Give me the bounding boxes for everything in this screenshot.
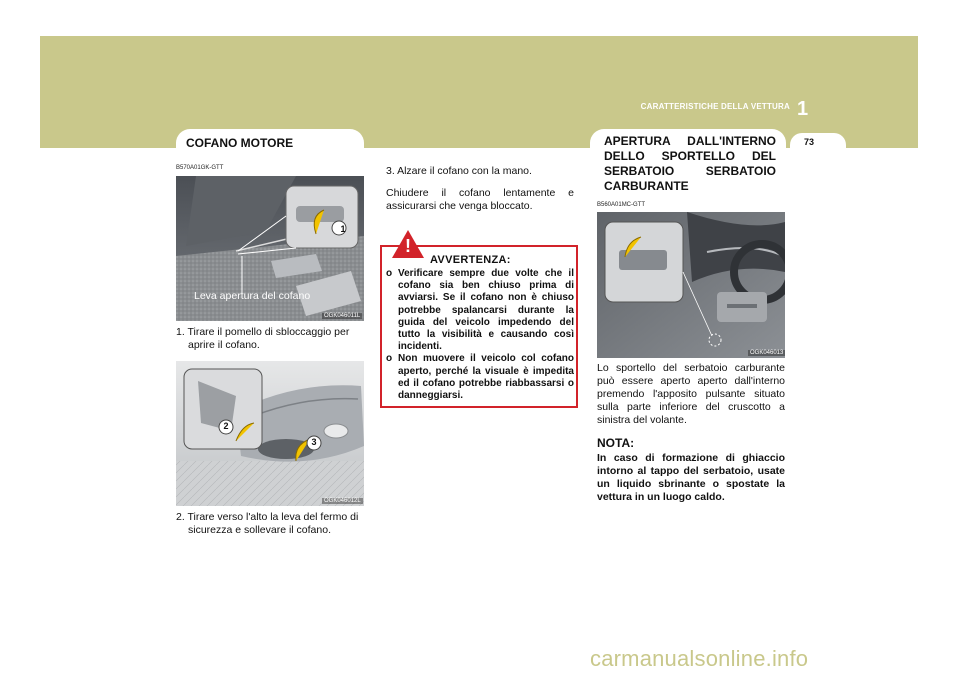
step-2-text: 2. Tirare verso l'alto la leva del fermo di sicurezza e sollevare il cofano. [176,511,359,536]
step-1-text: 1. Tirare il pomello di sbloccaggio per aprire il cofano. [176,326,350,351]
warning-title: AVVERTENZA: [430,254,511,266]
step-3-text: 3. Alzare il cofano con la mano. [386,165,532,177]
note-text: In caso di formazione di ghiaccio intorno al tappo del serbatoio, usate un liquido sbrinante o spostate la vettura in un luogo caldo. [597,452,785,503]
warning-bullet: o [386,268,393,279]
fuel-door-button-photo [597,212,785,358]
figure-code-2: OGK046012L [324,498,361,504]
hood-lever-label: Leva apertura del cofano [194,290,311,302]
warning-icon [390,228,426,265]
hood-latch-photo [176,361,364,506]
warning-list [386,268,574,402]
figure-code-1: OGK046011L [324,313,361,319]
closing-instruction: Chiudere il cofano lentamente e assicurarsi che venga bloccato. [386,187,574,212]
watermark: carmanualsonline.info [590,646,809,671]
fuel-door-description: Lo sportello del serbatoio carburante può essere aperto aperto dall'interno premendo l'apposito pulsante situato sulla parte inferiore del cruscotto a sinistra del volante. [597,362,785,426]
figure-code-3: OGK046013 [750,350,784,356]
section-title-fuel-door: APERTURA DALL'INTERNO DELLO SPORTELLO DEL SERBATOIO SERBATOIO CARBURANTE [604,134,776,193]
section-title-cofano: COFANO MOTORE [186,136,294,150]
chapter-title: CARATTERISTICHE DELLA VETTURA [640,102,790,111]
chapter-number: 1 [797,98,809,120]
warning-bullet: o [386,353,393,365]
callout-1: 1 [340,224,346,234]
section-code-right: B560A01MC-GTT [597,202,646,208]
note-title: NOTA: [597,436,635,450]
section-code-left: B570A01GK-GTT [176,165,224,171]
warning-item: o Verificare sempre due volte che il cofano sia ben chiuso prima di avviarsi. Se il cofano non è chiuso potrebbe spalancarsi durante la guida del veicolo impedendo del tutto la visibilità e causando così incidenti. [386,268,574,353]
callout-2: 2 [223,421,229,431]
header-band [40,36,918,148]
callout-3: 3 [311,437,317,447]
warning-item: o Non muovere il veicolo col cofano aperto, perché la visuale è impedita ed il cofano potrebbe riabbassarsi o danneggiarsi. [386,353,574,402]
warning-symbol: ! [405,236,411,256]
page-number: 73 [803,137,814,147]
